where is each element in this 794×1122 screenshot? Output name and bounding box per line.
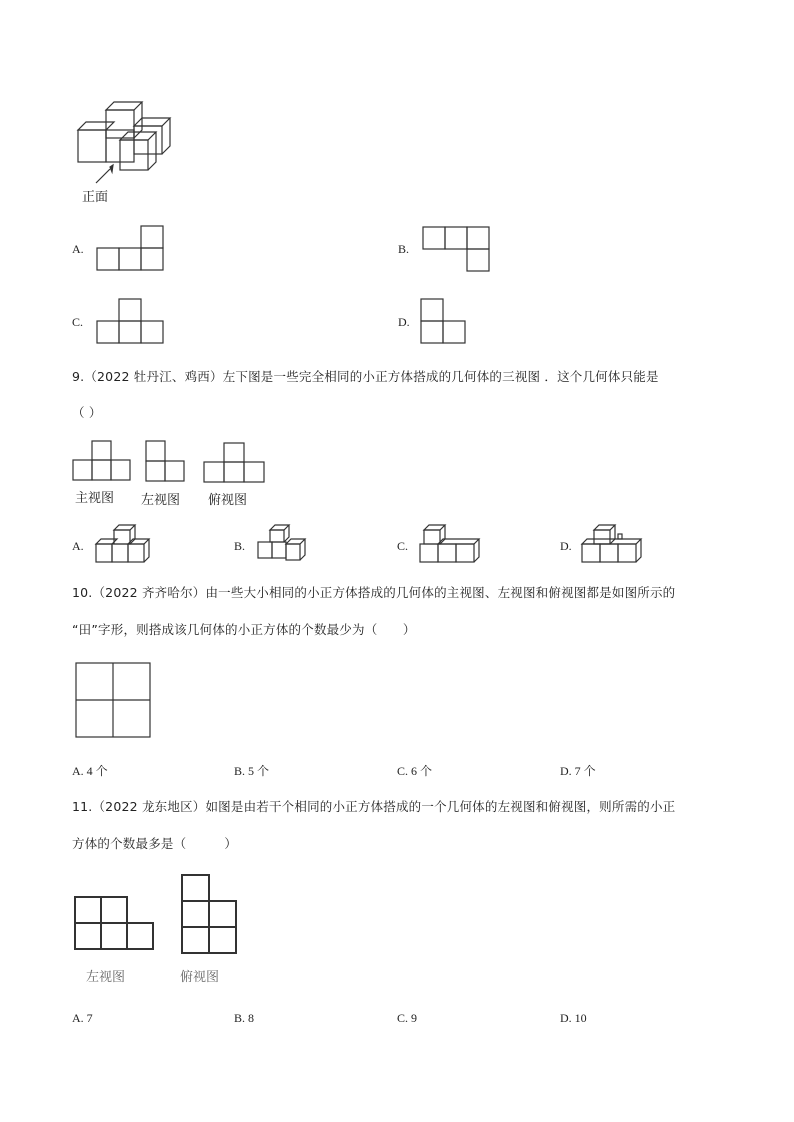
q8-option-a-figure <box>96 225 166 273</box>
q10-tian-grid-figure <box>75 662 155 740</box>
front-label: 正面 <box>82 190 109 205</box>
q9-option-b-figure <box>254 524 316 568</box>
q9-left-view-figure <box>145 440 189 484</box>
q9-question-text-line2: （ ） <box>72 405 102 420</box>
q9-option-b-letter[interactable]: B. <box>234 539 246 553</box>
q9-option-c-letter[interactable]: C. <box>397 539 409 553</box>
q9-top-view-label: 俯视图 <box>208 493 248 508</box>
q11-option-c[interactable]: C. 9 <box>397 1011 418 1025</box>
q10-question-text-line2: “田”字形，则搭成该几何体的小正方体的个数最少为（ ） <box>72 622 416 637</box>
q8-option-d-figure <box>420 298 470 346</box>
q9-option-a-figure <box>94 522 156 570</box>
q9-left-view-label: 左视图 <box>141 493 181 508</box>
q11-left-view-label: 左视图 <box>86 970 126 985</box>
q11-question-text-line1: 11.（2022 龙东地区）如图是由若干个相同的小正方体搭成的一个几何体的左视图和俯视图，则所需的小正 <box>72 799 676 814</box>
q11-option-d[interactable]: D. 10 <box>560 1011 587 1025</box>
q11-top-view-figure <box>180 873 242 959</box>
q8-option-a-letter[interactable]: A. <box>72 242 84 256</box>
q11-question-text-line2: 方体的个数最多是（ ） <box>72 836 238 851</box>
q11-option-a[interactable]: A. 7 <box>72 1011 93 1025</box>
q9-front-view-figure <box>72 440 134 484</box>
q10-option-a[interactable]: A. 4 个 <box>72 764 108 778</box>
q9-option-d-letter[interactable]: D. <box>560 539 572 553</box>
q8-option-b-letter[interactable]: B. <box>398 242 410 256</box>
q10-question-text-line1: 10.（2022 齐齐哈尔）由一些大小相同的小正方体搭成的几何体的主视图、左视图和俯视图都是如图所示的 <box>72 585 676 600</box>
q11-option-b[interactable]: B. 8 <box>234 1011 255 1025</box>
q10-option-b[interactable]: B. 5 个 <box>234 764 270 778</box>
q10-option-d[interactable]: D. 7 个 <box>560 764 596 778</box>
q11-top-view-label: 俯视图 <box>180 970 220 985</box>
q8-option-d-letter[interactable]: D. <box>398 315 410 329</box>
q10-option-c[interactable]: C. 6 个 <box>397 764 433 778</box>
q9-option-a-letter[interactable]: A. <box>72 539 84 553</box>
q8-option-c-letter[interactable]: C. <box>72 315 84 329</box>
q9-option-c-figure <box>418 522 484 570</box>
q9-front-view-label: 主视图 <box>75 491 115 506</box>
q8-option-c-figure <box>96 298 166 346</box>
q9-question-text-line1: 9.（2022 牡丹江、鸡西）左下图是一些完全相同的小正方体搭成的几何体的三视图 ．这个几何体只能是 <box>72 369 659 384</box>
q9-top-view-figure <box>203 442 267 486</box>
q8-option-b-figure <box>422 226 492 274</box>
q8-cube-solid-figure <box>70 95 190 185</box>
q9-option-d-figure <box>580 524 646 568</box>
q11-left-view-figure <box>73 895 159 953</box>
